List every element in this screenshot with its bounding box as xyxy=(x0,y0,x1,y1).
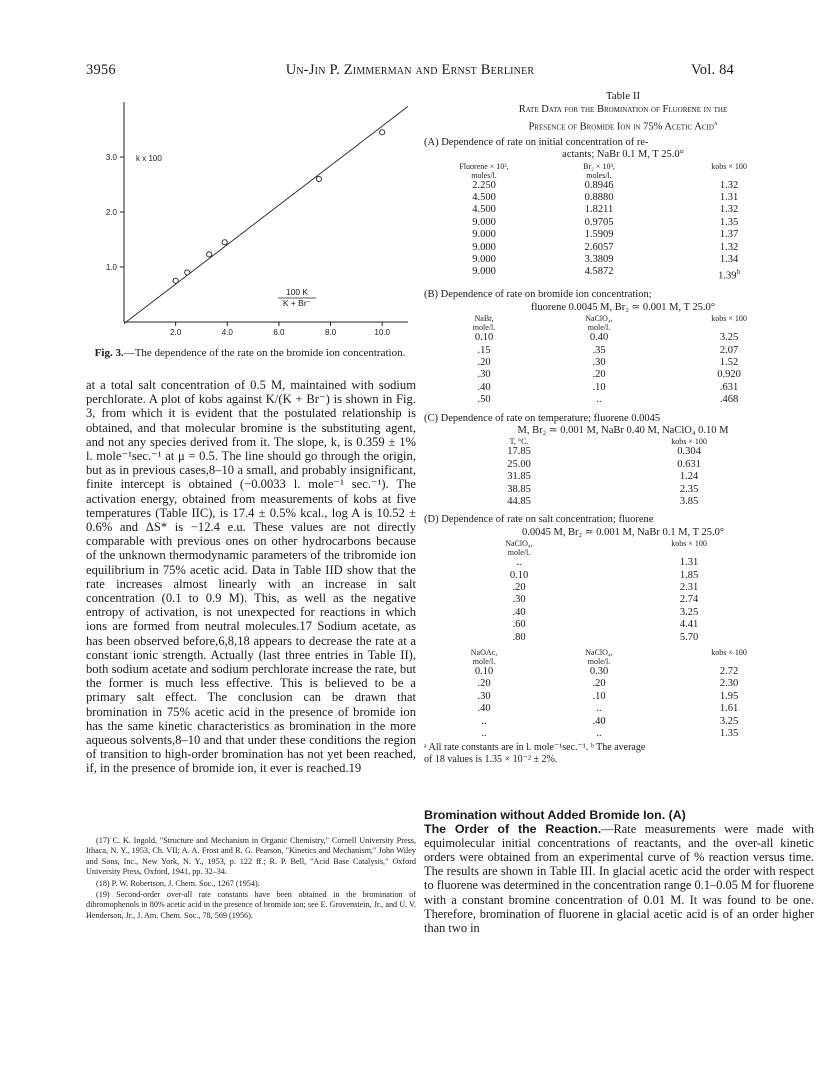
table-cell: 1.31 xyxy=(719,191,739,203)
table-row xyxy=(424,192,820,204)
rate-plot xyxy=(86,92,416,340)
table-cell: .468 xyxy=(719,394,739,406)
section-b-rows xyxy=(424,332,820,406)
table-cell: 0.631 xyxy=(677,458,701,470)
table-row xyxy=(424,570,820,582)
table-cell: 1.34 xyxy=(719,253,739,265)
table-cell: 3.85 xyxy=(679,495,699,507)
table-row xyxy=(424,459,820,471)
table-cell: 25.00 xyxy=(507,458,531,470)
data-point xyxy=(316,176,321,181)
figure-3 xyxy=(86,92,416,340)
section-b-colheaders xyxy=(424,314,820,323)
volume-label: Vol. 84 xyxy=(690,62,734,78)
caption-lead: Fig. 3. xyxy=(94,347,124,359)
table-cell: 0.8946 xyxy=(584,179,614,191)
x-tick-label: 2.0 xyxy=(170,328,182,337)
table-cell: 1.37 xyxy=(719,229,739,241)
data-point xyxy=(222,240,227,245)
table-cell: 2.74 xyxy=(679,594,699,606)
section-b-heading-2: fluorene 0.0045 M, Br₂ ≃ 0.001 M, T 25.0° xyxy=(531,301,715,313)
right-column-text xyxy=(424,808,814,935)
table-row xyxy=(424,607,820,619)
table-title-mark: a xyxy=(713,118,718,127)
table-row xyxy=(424,484,820,496)
table-cell: .15 xyxy=(477,344,491,356)
table-title-2-text: Presence of Bromide Ion in 75% Acetic Acid xyxy=(528,121,714,133)
col-nabr-unit: mole/l. xyxy=(472,323,496,333)
table-footnote xyxy=(424,742,820,766)
references xyxy=(86,836,416,922)
reference-17: (17) C. K. Ingold, "Structure and Mechanism in Organic Chemistry," Cornell University Press, Ithaca, N. Y., 1953, Ch. VII; A. A. Frost and R. G. Pearson, "Kinetics and Mechanism," John Wiley and Sons, Inc., New York, N. Y., 1953, p. 122 ff.; R. P. Bell, "Acid Base Catalysis," Oxford University Press, Oxford, 1941, pp. 32–34. xyxy=(86,836,416,877)
x-tick-label: 10.0 xyxy=(374,328,390,337)
table-cell: 4.500 xyxy=(472,204,496,216)
table-cell: .20 xyxy=(512,582,526,593)
table-row xyxy=(424,619,820,631)
y-tick-label: 3.0 xyxy=(105,153,117,162)
table-row xyxy=(424,345,820,357)
table-cell: .60 xyxy=(512,619,526,631)
col-kobs: kobs × 100 xyxy=(671,539,707,549)
table-cell: .35 xyxy=(592,344,606,356)
y-tick-label: 2.0 xyxy=(105,208,117,217)
table-cell: 5.70 xyxy=(679,631,699,643)
table-cell: 0.10 xyxy=(474,332,494,344)
table-row xyxy=(424,703,820,715)
section-d-colheaders-2 xyxy=(424,548,820,557)
col-kobs: kobs × 100 xyxy=(711,161,747,171)
table-cell: 0.8880 xyxy=(584,191,614,203)
table-cell: 0.30 xyxy=(589,666,609,678)
table-cell: 9.000 xyxy=(472,216,496,228)
table-cell: 0.40 xyxy=(589,332,609,344)
col-nabr: NaBr, xyxy=(474,314,494,324)
col-naclo4: NaClO₄, xyxy=(585,648,613,658)
col-temp: T, °C. xyxy=(509,437,529,447)
section-a-rows xyxy=(424,180,820,284)
table-cell: 0.9705 xyxy=(584,216,614,228)
table-cell: 1.32 xyxy=(719,179,739,191)
table-cell: .40 xyxy=(477,703,491,715)
col-naclo4-unit: mole/l. xyxy=(587,657,611,667)
table-row xyxy=(424,691,820,703)
left-column-text xyxy=(86,378,416,776)
table-cell: 1.32 xyxy=(719,241,739,253)
data-point xyxy=(380,130,385,135)
table-row xyxy=(424,180,820,192)
x-tick-label: 8.0 xyxy=(324,328,337,337)
table-cell: 4.5872 xyxy=(584,266,614,278)
table-cell: 3.25 xyxy=(679,606,699,618)
footnote-line-1: ᵃ All rate constants are in l. mole⁻¹sec.⁻¹. ᵇ The average xyxy=(424,742,646,754)
table-cell: 2.72 xyxy=(719,666,739,678)
table-cell: 44.85 xyxy=(507,495,531,507)
table-cell: .30 xyxy=(512,594,526,606)
table-cell: 1.39$^b$ xyxy=(718,268,740,282)
caption-text: —The dependence of the rate on the bromide ion concentration. xyxy=(123,347,406,359)
table-row xyxy=(424,266,820,283)
table-cell: .631 xyxy=(719,381,739,393)
page-number: 3956 xyxy=(86,62,116,78)
table-cell: .20 xyxy=(477,678,491,690)
table-cell: 1.35 xyxy=(719,728,739,740)
table-row xyxy=(424,594,820,606)
table-cell: 3.25 xyxy=(719,332,739,344)
section-a-colheaders xyxy=(424,162,820,171)
table-cell: .20 xyxy=(592,678,606,690)
table-cell: 1.52 xyxy=(719,356,739,368)
table-cell: 1.35 xyxy=(719,216,739,228)
x-tick-label: 6.0 xyxy=(273,328,285,337)
section-d-rows xyxy=(424,557,820,644)
table-cell: 1.61 xyxy=(719,703,739,715)
table-cell: 1.85 xyxy=(679,569,699,581)
table-row xyxy=(424,217,820,229)
col-naclo4: NaClO₄, xyxy=(585,314,613,324)
table-cell: .40 xyxy=(512,606,526,618)
table-cell: 2.31 xyxy=(679,582,699,593)
table-cell: 9.000 xyxy=(472,253,496,265)
table-row xyxy=(424,471,820,483)
col-kobs: kobs × 100 xyxy=(711,648,747,658)
section-a-colheaders-2 xyxy=(424,171,820,180)
section-d-heading: (D) Dependence of rate on salt concentration; fluorene xyxy=(424,514,654,526)
table-row xyxy=(424,716,820,728)
table-cell: 1.32 xyxy=(719,204,739,216)
inset-label: k x 100 xyxy=(136,154,162,163)
table-cell: .. xyxy=(596,728,602,740)
table-row xyxy=(424,357,820,369)
col-naclo4-unit: mole/l. xyxy=(507,548,531,558)
table-cell: 17.85 xyxy=(507,446,531,458)
table-cell: .. xyxy=(596,394,602,406)
col-kobs: kobs × 100 xyxy=(711,314,747,324)
table-ii xyxy=(424,90,820,766)
table-cell: 3.25 xyxy=(719,715,739,727)
table-cell: .40 xyxy=(477,381,491,393)
section-d2-colheaders xyxy=(424,648,820,657)
table-cell: .50 xyxy=(477,394,491,406)
x-label-den: K + Br⁻ xyxy=(282,298,312,308)
section-d2-colheaders-2 xyxy=(424,657,820,666)
table-row xyxy=(424,394,820,406)
table-cell: 9.000 xyxy=(472,241,496,253)
col-br2: Br₂ × 10³, xyxy=(583,161,615,171)
table-cell: 4.500 xyxy=(472,191,496,203)
figure-caption xyxy=(86,346,414,360)
table-row xyxy=(424,557,820,569)
table-row xyxy=(424,446,820,458)
section-a-heading-2: actants; NaBr 0.1 M, T 25.0° xyxy=(562,149,684,161)
section-c-rows xyxy=(424,446,820,508)
section-d2-rows xyxy=(424,666,820,740)
x-label-num: 100 K xyxy=(285,287,309,297)
y-tick-label: 1.0 xyxy=(105,263,117,272)
table-cell: 1.95 xyxy=(719,690,739,702)
table-row xyxy=(424,496,820,508)
table-cell: 31.85 xyxy=(507,471,531,483)
col-br2-unit: moles/l. xyxy=(586,170,612,180)
table-cell: 2.30 xyxy=(719,678,739,690)
table-cell: 4.41 xyxy=(679,619,699,631)
table-cell: 2.07 xyxy=(719,344,739,356)
section-b-colheaders-2 xyxy=(424,323,820,332)
table-cell: .. xyxy=(481,728,487,740)
data-point xyxy=(207,252,212,257)
table-row xyxy=(424,204,820,216)
paragraph: at a total salt concentration of 0.5 M, maintained with sodium perchlorate. A plot of kobs against K/(K + Br⁻) is shown in Fig. 3, from which it is evident that the postulated relationship is obtained, and that molecular bromine is the substituting agent, and not any species derived from it. The slope, k, is 0.359 ± 1% l. mole⁻¹sec.⁻¹ at μ = 0.5. The line should go through the origin, but as in previous cases,8–10 a small, and probably insignificant, finite intercept is obtained (−0.0033 l. mole⁻¹ sec.⁻¹). The activation energy, obtained from measurements of kobs at five temperatures (Table IIC), is 17.4 ± 0.5% kcal., log A is 10.52 ± 0.6% and ΔS* is −12.4 e.u. These values are not directly comparable with previous ones on other hydrocarbons because of the unknown thermodynamic parameters of the tribromide ion equilibrium in 75% acetic acid. Data in Table IID show that the rate increases almost linearly with an increase in salt concentration (0.1 to 0.9 M). This, as well as the negative entropy of activation, is not unexpected for reactions in which ions are formed from neutral molecules.17 Sodium acetate, as has been observed before,6,8,18 appears to decrease the rate at a constant ionic strength. Actually (last three entries in Table II), both sodium acetate and sodium perchlorate increase the rate, but the former is much less effective. This is believed to be a primary salt effect. The conclusion can be drawn that bromination in 75% acetic acid in the presence of bromide ion has the same kinetic characteristics as bromination in the more aqueous solvents,8–10 and that under these conditions the region of transition to high-order bromination has not yet been reached, if, in the presence of bromide ion, it ever is reached.19 xyxy=(86,378,416,776)
table-cell: 38.85 xyxy=(507,483,531,495)
section-b-heading: (B) Dependence of rate on bromide ion concentration; xyxy=(424,289,652,301)
section-a-heading: (A) Dependence of rate on initial concentration of re- xyxy=(424,136,649,148)
col-naoac-unit: mole/l. xyxy=(472,657,496,667)
table-cell: .80 xyxy=(512,631,526,643)
table-cell: 2.6057 xyxy=(584,241,614,253)
table-cell: .20 xyxy=(592,369,606,381)
section-d-heading-2: 0.0045 M, Br₂ ≃ 0.001 M, NaBr 0.1 M, T 25.0° xyxy=(521,526,725,538)
fit-line xyxy=(124,106,408,323)
table-cell: .30 xyxy=(592,356,606,368)
table-cell: .. xyxy=(516,557,522,569)
running-title: Un-Jin P. Zimmerman and Ernst Berliner xyxy=(285,62,535,78)
table-title-1: Rate Data for the Bromination of Fluorene in the xyxy=(518,104,728,116)
table-cell: 9.000 xyxy=(472,266,496,278)
table-cell: .40 xyxy=(592,715,606,727)
col-fluorene: Fluorene × 10³, xyxy=(459,161,509,171)
table-cell: 0.920 xyxy=(717,369,741,381)
heading-1: Bromination without Added Bromide Ion. (A) xyxy=(424,808,686,822)
table-cell: .. xyxy=(481,715,487,727)
table-row xyxy=(424,582,820,594)
table-row xyxy=(424,632,820,644)
table-cell: 3.3809 xyxy=(584,253,614,265)
table-cell: 1.24 xyxy=(679,471,699,483)
table-cell: 1.8211 xyxy=(584,204,614,216)
table-row xyxy=(424,728,820,740)
table-row xyxy=(424,369,820,381)
paragraph: —Rate measurements were made with equimolecular initial concentrations of reactants, and the over-all kinetic orders were obtained from an experimental curve of % reaction versus time. The results are shown in Table III. In glacial acetic acid the order with respect to fluorene was determined in the concentration range 0.1–0.05 M for fluorene with a constant bromine concentration of 0.01 M. It was found to be one. Therefore, bromination of fluorene in glacial acetic acid is of an order higher than two in xyxy=(424,822,814,935)
section-c-heading: (C) Dependence of rate on temperature; fluorene 0.0045 xyxy=(424,412,661,424)
data-point xyxy=(185,270,190,275)
table-title-2 xyxy=(424,117,820,134)
table-cell: 2.35 xyxy=(679,483,699,495)
table-row xyxy=(424,242,820,254)
table-row xyxy=(424,382,820,394)
col-naoac: NaOAc, xyxy=(470,648,498,658)
reference-19: (19) Second-order over-all rate constants have been obtained in the bromination of dibromophenols in 80% acetic acid in the presence of bromide ion; see E. Grovenstein, Jr., and U. V. Henderson, Jr., J. Am. Chem. Soc., 78, 569 (1956). xyxy=(86,890,416,920)
table-cell: .30 xyxy=(477,690,491,702)
table-label: Table II xyxy=(605,90,641,102)
table-row xyxy=(424,254,820,266)
table-cell: 0.304 xyxy=(677,446,701,458)
table-cell: .10 xyxy=(592,690,606,702)
table-row xyxy=(424,678,820,690)
x-tick-label: 4.0 xyxy=(221,328,233,337)
section-c-colheaders xyxy=(424,437,820,446)
table-cell: 1.5909 xyxy=(584,229,614,241)
table-cell: .20 xyxy=(477,356,491,368)
data-point xyxy=(173,278,178,283)
table-cell: .30 xyxy=(477,369,491,381)
table-cell: 2.250 xyxy=(472,179,496,191)
section-d-colheaders xyxy=(424,539,820,548)
footnote-line-2: of 18 values is 1.35 × 10⁻² ± 2%. xyxy=(424,754,558,766)
col-fluorene-unit: moles/l. xyxy=(471,170,497,180)
reference-18: (18) P. W. Robertson, J. Chem. Soc., 1267 (1954). xyxy=(96,878,260,888)
table-cell: .. xyxy=(596,703,602,715)
table-cell: 9.000 xyxy=(472,229,496,241)
table-row xyxy=(424,229,820,241)
table-row xyxy=(424,666,820,678)
table-cell: 0.10 xyxy=(474,666,494,678)
table-row xyxy=(424,332,820,344)
col-kobs: kobs × 100 xyxy=(671,437,707,447)
heading-2: The Order of the Reaction. xyxy=(424,822,602,837)
section-c-heading-2: M, Br₂ ≃ 0.001 M, NaBr 0.40 M, NaClO₄ 0.10 M xyxy=(517,424,729,436)
table-cell: 1.31 xyxy=(679,557,699,569)
section-heading xyxy=(424,808,814,935)
table-cell: 0.10 xyxy=(509,569,529,581)
col-naclo4-unit: mole/l. xyxy=(587,323,611,333)
col-naclo4: NaClO₄, xyxy=(505,539,533,549)
table-cell: .10 xyxy=(592,381,606,393)
